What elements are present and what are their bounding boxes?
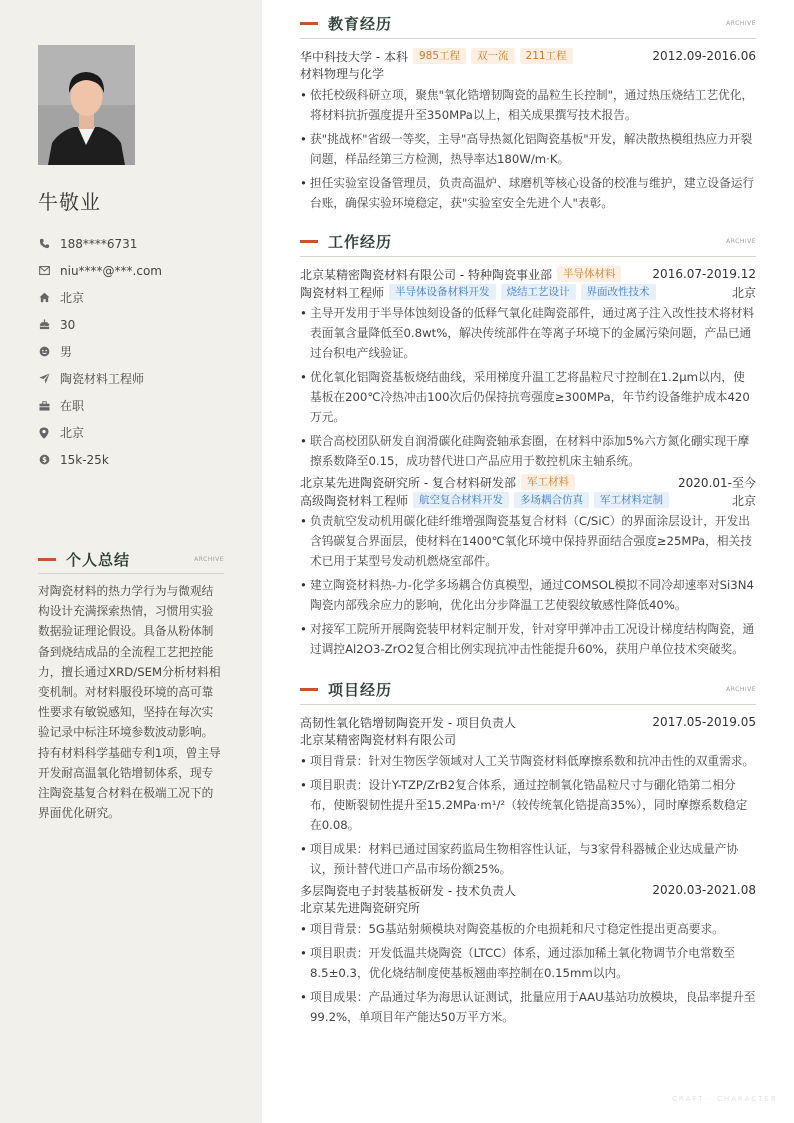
work-archive-tag: ARCHIVE [726, 238, 756, 245]
education-section [300, 8, 756, 217]
briefcase-icon [38, 400, 50, 412]
candidate-name: 牛敬业 [38, 190, 101, 214]
projects-section-header [300, 674, 756, 705]
info-text: 北京 [60, 291, 85, 305]
school-name: 华中科技大学 - 本科 [300, 49, 408, 64]
main-content [300, 0, 756, 1123]
salary-icon [38, 454, 50, 466]
work-city: 北京 [731, 285, 756, 300]
send-icon [38, 373, 50, 385]
projects-section [300, 674, 756, 1031]
work-section [300, 227, 756, 663]
list-item: • 联合高校团队研发自润滑碳化硅陶瓷轴承套圈，在材料中添加5%六方氮化硼实现干摩擦系数降至0.15，成功替代进口产品应用于数控机床主轴系统。 [300, 431, 756, 471]
info-text: 188****6731 [60, 236, 138, 251]
work-entry [300, 265, 756, 471]
info-text: 男 [60, 345, 73, 359]
info-email [38, 257, 162, 284]
gender-icon [38, 346, 50, 358]
position-title: 高级陶瓷材料工程师 [300, 493, 409, 508]
list-item: • 负责航空发动机用碳化硅纤维增强陶瓷基复合材料（C/SiC）的界面涂层设计，开发出含钨碳复合界面层，使材料在1400℃氧化环境中保持界面结合强度≥25MPa，相关技术已用于某型号发动机燃烧室部件。 [300, 511, 756, 571]
info-city [38, 419, 162, 446]
cake-icon [38, 319, 50, 331]
section-accent-bar [300, 688, 318, 691]
project-name: 高韧性氧化锆增韧陶瓷开发 - 项目负责人 [300, 715, 516, 730]
list-item: • 依托校级科研立项，聚焦"氧化锆增韧陶瓷的晶粒生长控制"，通过热压烧结工艺优化，将材料抗折强度提升至350MPa以上，相关成果撰写技术报告。 [300, 85, 756, 125]
company-tag: 半导体材料 [557, 266, 622, 282]
skill-tag: 多场耦合仿真 [514, 492, 589, 508]
avatar-image [38, 45, 135, 165]
education-school-row [300, 47, 756, 65]
phone-icon [38, 238, 50, 250]
list-item: • 项目成果：产品通过华为海思认证测试，批量应用于AAU基站功放模块，良品率提升至99.2%，单项目年产能达50万平方米。 [300, 987, 756, 1027]
list-item: • 对接军工院所开展陶瓷装甲材料定制开发，针对穿甲弹冲击工况设计梯度结构陶瓷，通过调控Al2O3-ZrO2复合相比例实现抗冲击性能提升60%，获用户单位技术突破奖。 [300, 619, 756, 659]
work-company-row [300, 473, 756, 491]
section-accent-bar [300, 22, 318, 25]
work-entry [300, 473, 756, 659]
work-bullets [300, 511, 756, 659]
education-title: 教育经历 [328, 14, 393, 33]
info-salary [38, 446, 162, 473]
section-accent-bar [300, 240, 318, 243]
work-position-row [300, 283, 756, 301]
info-text: niu****@***.com [60, 263, 162, 278]
skill-tag: 烧结工艺设计 [501, 284, 576, 300]
list-item: • 优化氧化铝陶瓷基板烧结曲线，采用梯度升温工艺将晶粒尺寸控制在1.2μm以内，使基板在200℃冷热冲击100次后仍保持抗弯强度≥300MPa，年节约设备维护成本420万元。 [300, 367, 756, 427]
education-entry [300, 47, 756, 213]
list-item: • 获"挑战杯"省级一等奖，主导"高导热氮化铝陶瓷基板"开发，解决散热模组热应力开裂问题，样品经第三方检测，热导率达180W/m·K。 [300, 129, 756, 169]
work-title: 工作经历 [328, 233, 393, 251]
svg-text:$: $ [41, 455, 47, 464]
education-bullets [300, 85, 756, 213]
location-icon [38, 427, 50, 439]
info-text: 陶瓷材料工程师 [60, 372, 145, 386]
work-date: 2016.07-2019.12 [652, 267, 756, 281]
education-major: 材料物理与化学 [300, 67, 385, 81]
work-bullets [300, 303, 756, 471]
list-item: • 项目成果：材料已通过国家药监局生物相容性认证，与3家骨科器械企业达成量产协议，预计替代进口产品市场份额25%。 [300, 839, 756, 879]
company-tag: 军工材料 [521, 474, 575, 490]
work-city: 北京 [731, 493, 756, 508]
school-tag: 211工程 [520, 48, 573, 64]
skill-tag: 界面改性技术 [581, 284, 656, 300]
skill-tag: 半导体设备材料开发 [389, 284, 496, 300]
info-age [38, 311, 162, 338]
info-position [38, 365, 162, 392]
project-bullets [300, 919, 756, 1027]
info-gender [38, 338, 162, 365]
company-name: 北京某精密陶瓷材料有限公司 - 特种陶瓷事业部 [300, 267, 552, 282]
education-section-header [300, 8, 756, 39]
position-title: 陶瓷材料工程师 [300, 285, 385, 300]
watermark: CRAFT · CHARACTER [672, 1095, 778, 1103]
list-item: • 项目职责：设计Y-TZP/ZrB2复合体系，通过控制氧化锆晶粒尺寸与硼化锆第二相分布，使断裂韧性提升至15.2MPa·m¹/²（较传统氧化锆提高35%），同时摩擦系数稳定在0.08。 [300, 775, 756, 835]
project-bullets [300, 751, 756, 879]
info-text: 在职 [60, 399, 85, 413]
list-item: • 担任实验室设备管理员，负责高温炉、球磨机等核心设备的校准与维护，建立设备运行台账，确保实验环境稳定，获"实验室安全先进个人"表彰。 [300, 173, 756, 213]
projects-archive-tag: ARCHIVE [726, 685, 756, 693]
work-company-row [300, 265, 756, 283]
avatar [38, 45, 135, 165]
section-accent-bar [38, 558, 56, 561]
skill-tag: 军工材料定制 [594, 492, 669, 508]
school-tag: 985工程 [413, 48, 466, 64]
info-phone [38, 230, 162, 257]
project-org: 北京某精密陶瓷材料有限公司 [300, 733, 457, 747]
info-text: 北京 [60, 426, 85, 440]
summary-section-header [38, 545, 224, 573]
skill-tag: 航空复合材料开发 [413, 492, 509, 508]
project-name-row [300, 713, 756, 731]
summary-text: 对陶瓷材料的热力学行为与微观结构设计充满探索热情，习惯用实验数据验证理论假设。具备从粉体制备到烧结成品的全流程工艺把控能力，擅长通过XRD/SEM分析材料相变机制。对材料服役环境的高可靠性要求有敏锐感知，坚持在每次实验记录中标注环境参数波动影响。持有材料科学基础专利1项，曾主导开发耐高温氧化锆增韧体系，现专注陶瓷基复合材料在极端工况下的界面优化研究。 [38, 584, 221, 821]
info-hometown [38, 284, 162, 311]
work-section-header [300, 227, 756, 257]
project-entry [300, 713, 756, 879]
info-text: 30 [60, 317, 76, 332]
school-tag: 双一流 [471, 48, 515, 64]
summary-archive-tag: ARCHIVE [194, 555, 224, 563]
work-position-row [300, 491, 756, 509]
education-archive-tag: ARCHIVE [726, 19, 756, 27]
list-item: • 主导开发用于半导体蚀刻设备的低释气氧化硅陶瓷部件，通过离子注入改性技术将材料表面氧含量降低至0.8wt%，解决传统部件在等离子环境下的金属污染问题，产品已通过台积电产线验证。 [300, 303, 756, 363]
list-item: • 项目职责：开发低温共烧陶瓷（LTCC）体系，通过添加稀土氧化物调节介电常数至8.5±0.3，优化烧结制度使基板翘曲率控制在0.15mm以内。 [300, 943, 756, 983]
project-org: 北京某先进陶瓷研究所 [300, 901, 421, 915]
list-item: • 项目背景：针对生物医学领域对人工关节陶瓷材料低摩擦系数和抗冲击性的双重需求。 [300, 751, 756, 771]
projects-title: 项目经历 [328, 680, 393, 699]
info-text: 15k-25k [60, 452, 109, 467]
mail-icon [38, 265, 50, 277]
list-item: • 项目背景：5G基站射频模块对陶瓷基板的介电损耗和尺寸稳定性提出更高要求。 [300, 919, 756, 939]
summary-title: 个人总结 [66, 550, 131, 569]
project-name-row [300, 881, 756, 899]
project-date: 2017.05-2019.05 [652, 715, 756, 729]
list-item: • 建立陶瓷材料热-力-化学多场耦合仿真模型，通过COMSOL模拟不同冷却速率对Si3N4陶瓷内部残余应力的影响，优化出分步降温工艺使裂纹敏感性降低40%。 [300, 575, 756, 615]
company-name: 北京某先进陶瓷研究所 - 复合材料研发部 [300, 475, 516, 490]
project-name: 多层陶瓷电子封装基板研发 - 技术负责人 [300, 883, 516, 898]
project-date: 2020.03-2021.08 [652, 883, 756, 897]
contact-info-list [38, 230, 162, 473]
info-status [38, 392, 162, 419]
home-icon [38, 292, 50, 304]
project-entry [300, 881, 756, 1027]
divider [38, 573, 224, 574]
work-date: 2020.01-至今 [678, 475, 756, 490]
education-date: 2012.09-2016.06 [652, 49, 756, 63]
